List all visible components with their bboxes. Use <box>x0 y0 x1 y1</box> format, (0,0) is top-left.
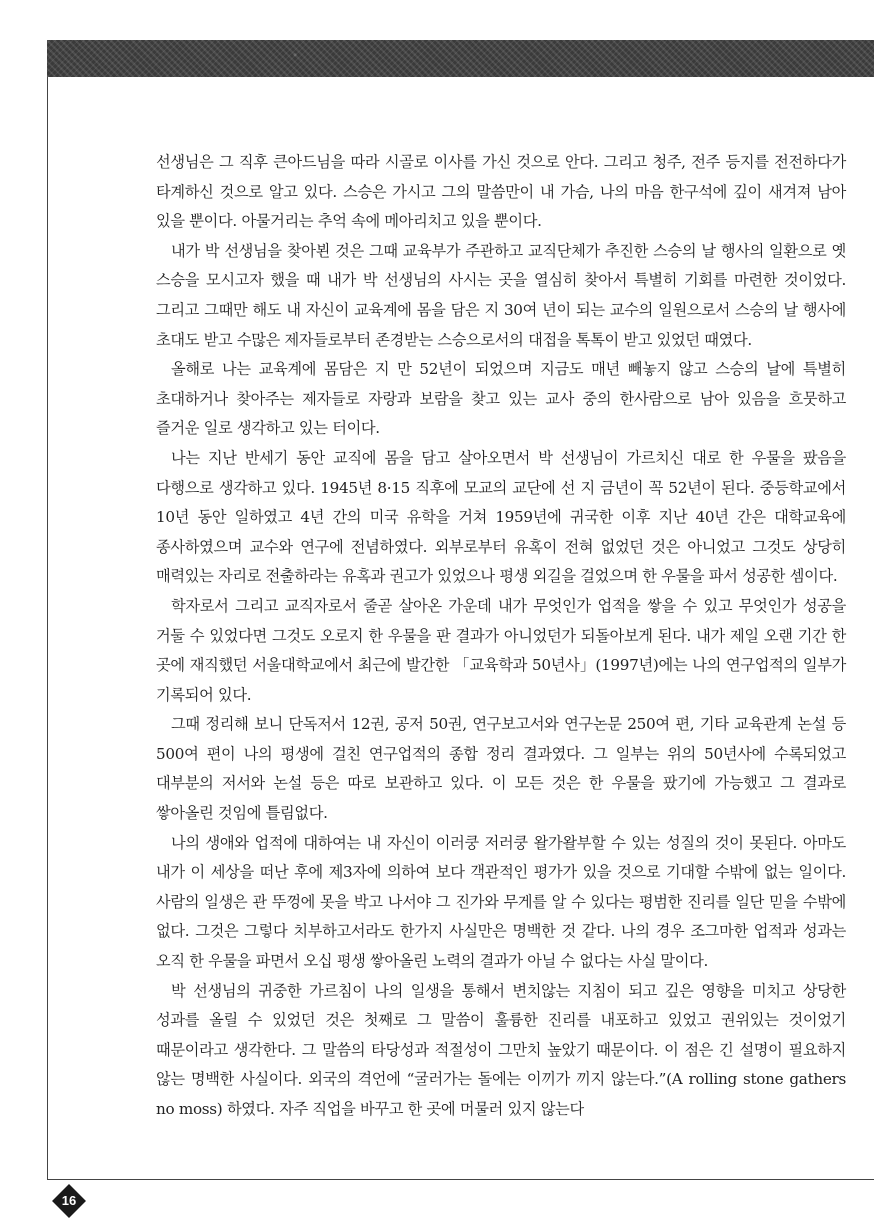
header-band <box>47 40 874 77</box>
footer-rule <box>47 1179 874 1180</box>
paragraph: 학자로서 그리고 교직자로서 줄곧 살아온 가운데 내가 무엇인가 업적을 쌓을 수 있고 무엇인가 성공을 거둘 수 있었다면 그것도 오로지 한 우물을 판 결과가 아니었던가 되돌아보게 된다. 내가 제일 오랜 기간 한 곳에 재직했던 서울대학교에서 최근에 발간한 「교육학과 50년사」(1997년)에는 나의 연구업적의 일부가 기록되어 있다. <box>156 596 846 704</box>
body-text <box>156 148 846 1125</box>
paragraph: 올해로 나는 교육계에 몸담은 지 만 52년이 되었으며 지금도 매년 빼놓지 않고 스승의 날에 특별히 초대하거나 찾아주는 제자들로 자랑과 보람을 찾고 있는 교사 중의 한사람으로 남아 있음을 흐뭇하고 즐거운 일로 생각하고 있는 터이다. <box>156 360 846 438</box>
left-margin-rule <box>47 77 48 1180</box>
paragraph: 박 선생님의 귀중한 가르침이 나의 일생을 통해서 변치않는 지침이 되고 깊은 영향을 미치고 상당한 성과를 올릴 수 있었던 것은 첫째로 그 말씀이 훌륭한 진리를 내포하고 있었고 권위있는 것이었기 때문이라고 생각한다. 그 말씀의 타당성과 적절성이 그만치 높았기 때문이다. 이 점은 긴 설명이 필요하지 않는 명백한 사실이다. 외국의 격언에 “굴러가는 돌에는 이끼가 끼지 않는다.”(A rolling stone gathers no moss) 하였다. 자주 직업을 바꾸고 한 곳에 머물러 있지 않는다 <box>156 981 846 1118</box>
paragraph: 나의 생애와 업적에 대하여는 내 자신이 이러쿵 저러쿵 왈가왈부할 수 있는 성질의 것이 못된다. 아마도 내가 이 세상을 떠난 후에 제3자에 의하여 보다 객관적인 평가가 있을 것으로 기대할 수밖에 없는 일이다. 사람의 일생은 관 뚜껑에 못을 박고 나서야 그 진가와 무게를 알 수 있다는 평범한 진리를 일단 믿을 수밖에 없다. 그것은 그렇다 치부하고서라도 한가지 사실만은 명백한 것 같다. 나의 경우 조그마한 업적과 성과는 오직 한 우물을 파면서 오십 평생 쌓아올린 노력의 결과가 아닐 수 없다는 사실 말이다. <box>156 833 846 971</box>
paragraph: 나는 지난 반세기 동안 교직에 몸을 담고 살아오면서 박 선생님이 가르치신 대로 한 우물을 팠음을 다행으로 생각하고 있다. 1945년 8·15 직후에 모교의 교단에 선 지 금년이 꼭 52년이 된다. 중등학교에서 10년 동안 일하였고 4년 간의 미국 유학을 거쳐 1959년에 귀국한 이후 지난 40년 간은 대학교육에 종사하였으며 교수와 연구에 전념하였다. 외부로부터 유혹이 전혀 없었던 것은 아니었고 그것도 상당히 매력있는 자리로 전출하라는 유혹과 권고가 있었으나 평생 외길을 걸었으며 한 우물을 파서 성공한 셈이다. <box>156 448 846 586</box>
page-number: 16 <box>61 1193 77 1208</box>
paragraph: 내가 박 선생님을 찾아뵌 것은 그때 교육부가 주관하고 교직단체가 추진한 스승의 날 행사의 일환으로 옛 스승을 모시고자 했을 때 내가 박 선생님의 사시는 곳을 열심히 찾아서 특별히 기회를 마련한 것이었다. 그리고 그때만 해도 내 자신이 교육계에 몸을 담은 지 30여 년이 되는 교수의 일원으로서 스승의 날 행사에 초대도 받고 수많은 제자들로부터 존경받는 스승으로서의 대접을 톡톡이 받고 있었던 때였다. <box>156 241 846 349</box>
paragraph: 그때 정리해 보니 단독저서 12권, 공저 50권, 연구보고서와 연구논문 250여 편, 기타 교육관계 논설 등 500여 편이 나의 평생에 걸친 연구업적의 종합 정리 결과였다. 그 일부는 위의 50년사에 수록되었고 대부분의 저서와 논설 등은 따로 보관하고 있다. 이 모든 것은 한 우물을 팠기에 가능했고 그 결과로 쌓아올린 것임에 틀림없다. <box>156 715 846 823</box>
page-number-badge <box>49 1181 89 1221</box>
paragraph: 선생님은 그 직후 큰아드님을 따라 시골로 이사를 가신 것으로 안다. 그리고 청주, 전주 등지를 전전하다가 타계하신 것으로 알고 있다. 스승은 가시고 그의 말씀만이 내 가슴, 나의 마음 한구석에 깊이 새겨져 남아 있을 뿐이다. 아물거리는 추억 속에 메아리치고 있을 뿐이다. <box>156 153 846 231</box>
